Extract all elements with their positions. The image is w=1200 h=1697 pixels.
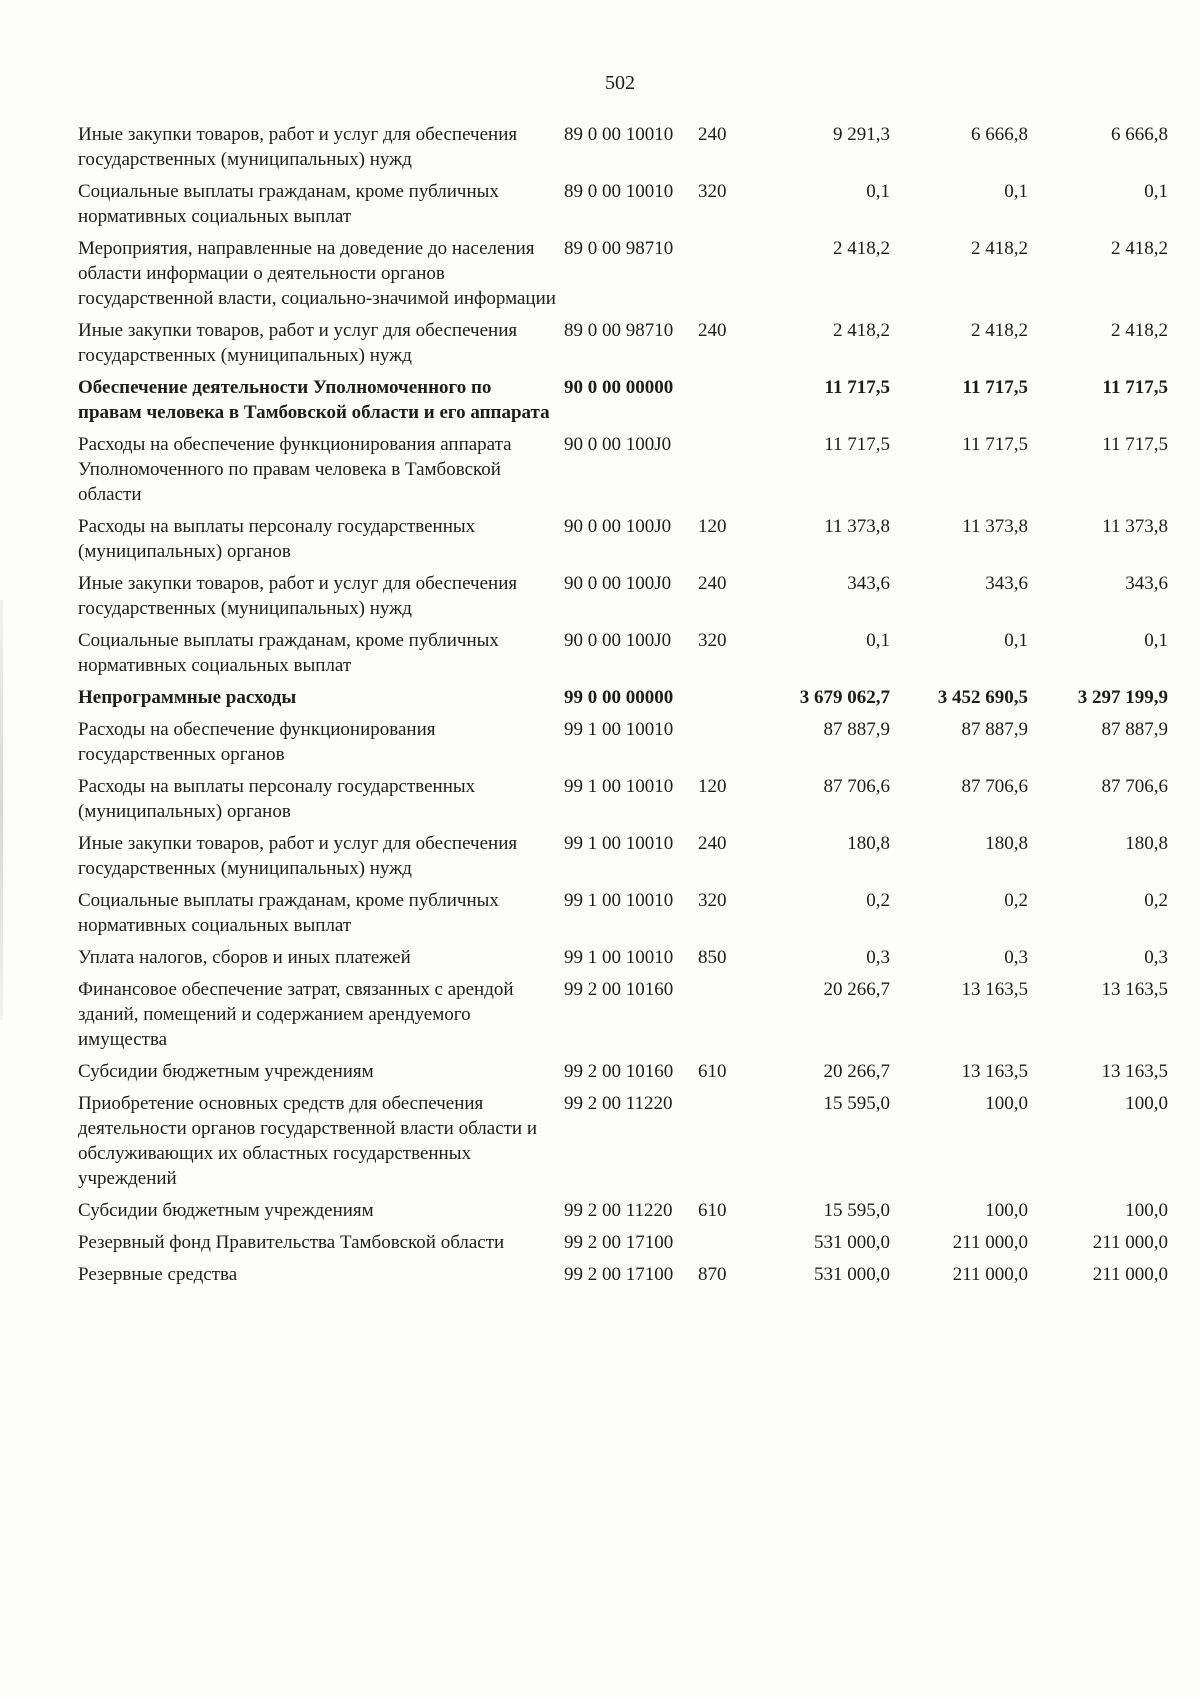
row-csr-code-cell: 90 0 00 100J0 <box>564 630 672 651</box>
row-amount-year1-cell: 0,1 <box>866 181 890 202</box>
row-vr-code-cell <box>698 1091 752 1198</box>
scan-edge-mark <box>0 600 3 1020</box>
row-vr-code-cell: 240 <box>698 124 727 145</box>
row-vr-code-cell <box>698 432 752 514</box>
row-vr-code-cell: 240 <box>698 320 727 341</box>
row-amount-year2-cell: 2 418,2 <box>971 238 1028 259</box>
row-vr-code-cell <box>698 717 752 774</box>
row-vr-code-cell: 120 <box>698 776 727 797</box>
row-amount-year3-cell: 100,0 <box>1125 1200 1168 1221</box>
row-amount-year2-cell: 211 000,0 <box>952 1232 1028 1253</box>
row-amount-year1-cell: 531 000,0 <box>814 1232 890 1253</box>
row-amount-year3-cell: 13 163,5 <box>1101 979 1168 1000</box>
row-amount-year1-cell: 0,1 <box>866 630 890 651</box>
row-amount-year1-cell: 87 887,9 <box>823 719 890 740</box>
budget-table-body <box>78 122 1168 1294</box>
row-amount-year3-cell: 0,2 <box>1144 890 1168 911</box>
row-amount-year3-cell: 211 000,0 <box>1092 1264 1168 1285</box>
row-name-cell: Иные закупки товаров, работ и услуг для обеспечения государственных (муниципальных) нужд <box>78 124 518 170</box>
row-name-cell: Приобретение основных средств для обеспечения деятельности органов государственной власти области и обслуживающих их областных государственных учреждений <box>78 1093 538 1189</box>
row-amount-year2-cell: 100,0 <box>985 1093 1028 1114</box>
row-name-cell: Иные закупки товаров, работ и услуг для обеспечения государственных (муниципальных) нужд <box>78 320 518 366</box>
row-name-cell: Резервные средства <box>78 1264 238 1285</box>
row-amount-year3-cell: 211 000,0 <box>1092 1232 1168 1253</box>
row-csr-code-cell: 99 0 00 00000 <box>564 687 674 708</box>
row-vr-code-cell: 320 <box>698 630 727 651</box>
row-name-cell: Социальные выплаты гражданам, кроме публичных нормативных социальных выплат <box>78 181 499 227</box>
row-csr-code-cell: 99 1 00 10010 <box>564 776 674 797</box>
row-name-cell: Социальные выплаты гражданам, кроме публичных нормативных социальных выплат <box>78 890 499 936</box>
row-amount-year3-cell: 0,1 <box>1144 181 1168 202</box>
row-amount-year3-cell: 87 706,6 <box>1101 776 1168 797</box>
row-name-cell: Социальные выплаты гражданам, кроме публичных нормативных социальных выплат <box>78 630 499 676</box>
row-amount-year1-cell: 9 291,3 <box>833 124 890 145</box>
row-amount-year1-cell: 15 595,0 <box>823 1200 890 1221</box>
row-csr-code-cell: 99 1 00 10010 <box>564 719 674 740</box>
row-amount-year1-cell: 531 000,0 <box>814 1264 890 1285</box>
table-row <box>78 774 1168 831</box>
row-name-cell: Субсидии бюджетным учреждениям <box>78 1200 374 1221</box>
row-amount-year1-cell: 0,3 <box>866 947 890 968</box>
row-vr-code-cell <box>698 685 752 717</box>
row-vr-code-cell: 610 <box>698 1200 727 1221</box>
row-amount-year2-cell: 11 373,8 <box>962 516 1028 537</box>
table-row <box>78 318 1168 375</box>
row-vr-code-cell <box>698 977 752 1059</box>
row-amount-year3-cell: 343,6 <box>1125 573 1168 594</box>
row-amount-year2-cell: 11 717,5 <box>962 434 1028 455</box>
row-vr-code-cell: 240 <box>698 573 727 594</box>
table-row <box>78 977 1168 1059</box>
row-amount-year1-cell: 15 595,0 <box>823 1093 890 1114</box>
row-amount-year3-cell: 87 887,9 <box>1101 719 1168 740</box>
row-csr-code-cell: 99 2 00 10160 <box>564 979 674 1000</box>
row-amount-year1-cell: 11 717,5 <box>824 434 890 455</box>
row-amount-year1-cell: 11 717,5 <box>824 377 890 398</box>
row-amount-year3-cell: 2 418,2 <box>1111 238 1168 259</box>
row-name-cell: Расходы на выплаты персоналу государственных (муниципальных) органов <box>78 776 476 822</box>
row-vr-code-cell: 610 <box>698 1061 727 1082</box>
row-amount-year2-cell: 0,1 <box>1004 181 1028 202</box>
row-vr-code-cell: 120 <box>698 516 727 537</box>
row-name-cell: Расходы на обеспечение функционирования аппарата Уполномоченного по правам человека в Тамбовской области <box>78 434 512 505</box>
row-csr-code-cell: 99 1 00 10010 <box>564 947 674 968</box>
row-amount-year2-cell: 6 666,8 <box>971 124 1028 145</box>
table-row <box>78 122 1168 179</box>
row-amount-year3-cell: 2 418,2 <box>1111 320 1168 341</box>
table-row <box>78 571 1168 628</box>
row-amount-year3-cell: 6 666,8 <box>1111 124 1168 145</box>
row-amount-year2-cell: 2 418,2 <box>971 320 1028 341</box>
row-name-cell: Обеспечение деятельности Уполномоченного по правам человека в Тамбовской области и его аппарата <box>78 377 550 423</box>
row-csr-code-cell: 99 2 00 17100 <box>564 1232 674 1253</box>
table-row <box>78 717 1168 774</box>
row-name-cell: Расходы на выплаты персоналу государственных (муниципальных) органов <box>78 516 476 562</box>
row-csr-code-cell: 89 0 00 10010 <box>564 124 674 145</box>
row-amount-year1-cell: 20 266,7 <box>823 979 890 1000</box>
row-vr-code-cell: 870 <box>698 1264 727 1285</box>
row-amount-year3-cell: 3 297 199,9 <box>1077 687 1168 708</box>
row-amount-year1-cell: 2 418,2 <box>833 320 890 341</box>
row-amount-year1-cell: 3 679 062,7 <box>799 687 890 708</box>
row-amount-year2-cell: 0,2 <box>1004 890 1028 911</box>
row-amount-year3-cell: 11 717,5 <box>1102 377 1168 398</box>
table-row <box>78 179 1168 236</box>
row-name-cell: Уплата налогов, сборов и иных платежей <box>78 947 411 968</box>
row-amount-year2-cell: 13 163,5 <box>961 1061 1028 1082</box>
row-amount-year2-cell: 11 717,5 <box>962 377 1028 398</box>
row-vr-code-cell: 850 <box>698 947 727 968</box>
row-amount-year1-cell: 2 418,2 <box>833 238 890 259</box>
row-csr-code-cell: 89 0 00 98710 <box>564 320 674 341</box>
table-row <box>78 1230 1168 1262</box>
row-vr-code-cell: 320 <box>698 890 727 911</box>
row-name-cell: Иные закупки товаров, работ и услуг для обеспечения государственных (муниципальных) нужд <box>78 833 518 879</box>
table-row <box>78 888 1168 945</box>
row-amount-year2-cell: 87 706,6 <box>961 776 1028 797</box>
table-row <box>78 831 1168 888</box>
row-amount-year2-cell: 211 000,0 <box>952 1264 1028 1285</box>
row-amount-year3-cell: 0,3 <box>1144 947 1168 968</box>
row-csr-code-cell: 90 0 00 100J0 <box>564 434 672 455</box>
row-csr-code-cell: 99 2 00 10160 <box>564 1061 674 1082</box>
row-amount-year3-cell: 13 163,5 <box>1101 1061 1168 1082</box>
row-vr-code-cell <box>698 1230 752 1262</box>
row-amount-year2-cell: 100,0 <box>985 1200 1028 1221</box>
row-csr-code-cell: 89 0 00 98710 <box>564 238 674 259</box>
row-amount-year2-cell: 0,3 <box>1004 947 1028 968</box>
row-amount-year2-cell: 13 163,5 <box>961 979 1028 1000</box>
row-csr-code-cell: 89 0 00 10010 <box>564 181 674 202</box>
row-amount-year2-cell: 87 887,9 <box>961 719 1028 740</box>
row-amount-year3-cell: 11 373,8 <box>1102 516 1168 537</box>
row-vr-code-cell: 320 <box>698 181 727 202</box>
table-row <box>78 945 1168 977</box>
row-name-cell: Расходы на обеспечение функционирования государственных органов <box>78 719 436 765</box>
row-amount-year1-cell: 87 706,6 <box>823 776 890 797</box>
row-csr-code-cell: 90 0 00 100J0 <box>564 573 672 594</box>
row-csr-code-cell: 99 1 00 10010 <box>564 833 674 854</box>
table-row <box>78 685 1168 717</box>
row-amount-year1-cell: 180,8 <box>847 833 890 854</box>
row-amount-year2-cell: 180,8 <box>985 833 1028 854</box>
table-row <box>78 628 1168 685</box>
row-csr-code-cell: 99 2 00 17100 <box>564 1264 674 1285</box>
row-amount-year2-cell: 0,1 <box>1004 630 1028 651</box>
row-name-cell: Резервный фонд Правительства Тамбовской области <box>78 1232 505 1253</box>
row-amount-year3-cell: 11 717,5 <box>1102 434 1168 455</box>
table-row <box>78 514 1168 571</box>
table-row <box>78 1262 1168 1294</box>
row-name-cell: Иные закупки товаров, работ и услуг для обеспечения государственных (муниципальных) нужд <box>78 573 518 619</box>
table-row <box>78 375 1168 432</box>
row-amount-year1-cell: 11 373,8 <box>824 516 890 537</box>
page-number: 502 <box>605 72 635 94</box>
row-csr-code-cell: 90 0 00 100J0 <box>564 516 672 537</box>
row-csr-code-cell: 99 1 00 10010 <box>564 890 674 911</box>
row-name-cell: Финансовое обеспечение затрат, связанных с арендой зданий, помещений и содержанием арендуемого имущества <box>78 979 514 1050</box>
table-row <box>78 432 1168 514</box>
row-amount-year2-cell: 343,6 <box>985 573 1028 594</box>
table-row <box>78 1198 1168 1230</box>
row-amount-year2-cell: 3 452 690,5 <box>937 687 1028 708</box>
table-row <box>78 236 1168 318</box>
table-row <box>78 1091 1168 1198</box>
budget-table <box>78 122 1168 1294</box>
row-vr-code-cell: 240 <box>698 833 727 854</box>
row-amount-year3-cell: 180,8 <box>1125 833 1168 854</box>
row-vr-code-cell <box>698 375 752 432</box>
row-amount-year3-cell: 100,0 <box>1125 1093 1168 1114</box>
row-amount-year1-cell: 343,6 <box>847 573 890 594</box>
row-amount-year1-cell: 0,2 <box>866 890 890 911</box>
row-csr-code-cell: 99 2 00 11220 <box>564 1093 673 1114</box>
row-vr-code-cell <box>698 236 752 318</box>
row-csr-code-cell: 99 2 00 11220 <box>564 1200 673 1221</box>
row-name-cell: Субсидии бюджетным учреждениям <box>78 1061 374 1082</box>
row-csr-code-cell: 90 0 00 00000 <box>564 377 674 398</box>
row-amount-year3-cell: 0,1 <box>1144 630 1168 651</box>
row-name-cell: Мероприятия, направленные на доведение до населения области информации о деятельности органов государственной власти, социально-значимой информации <box>78 238 556 309</box>
row-name-cell: Непрограммные расходы <box>78 687 297 708</box>
row-amount-year1-cell: 20 266,7 <box>823 1061 890 1082</box>
table-row <box>78 1059 1168 1091</box>
